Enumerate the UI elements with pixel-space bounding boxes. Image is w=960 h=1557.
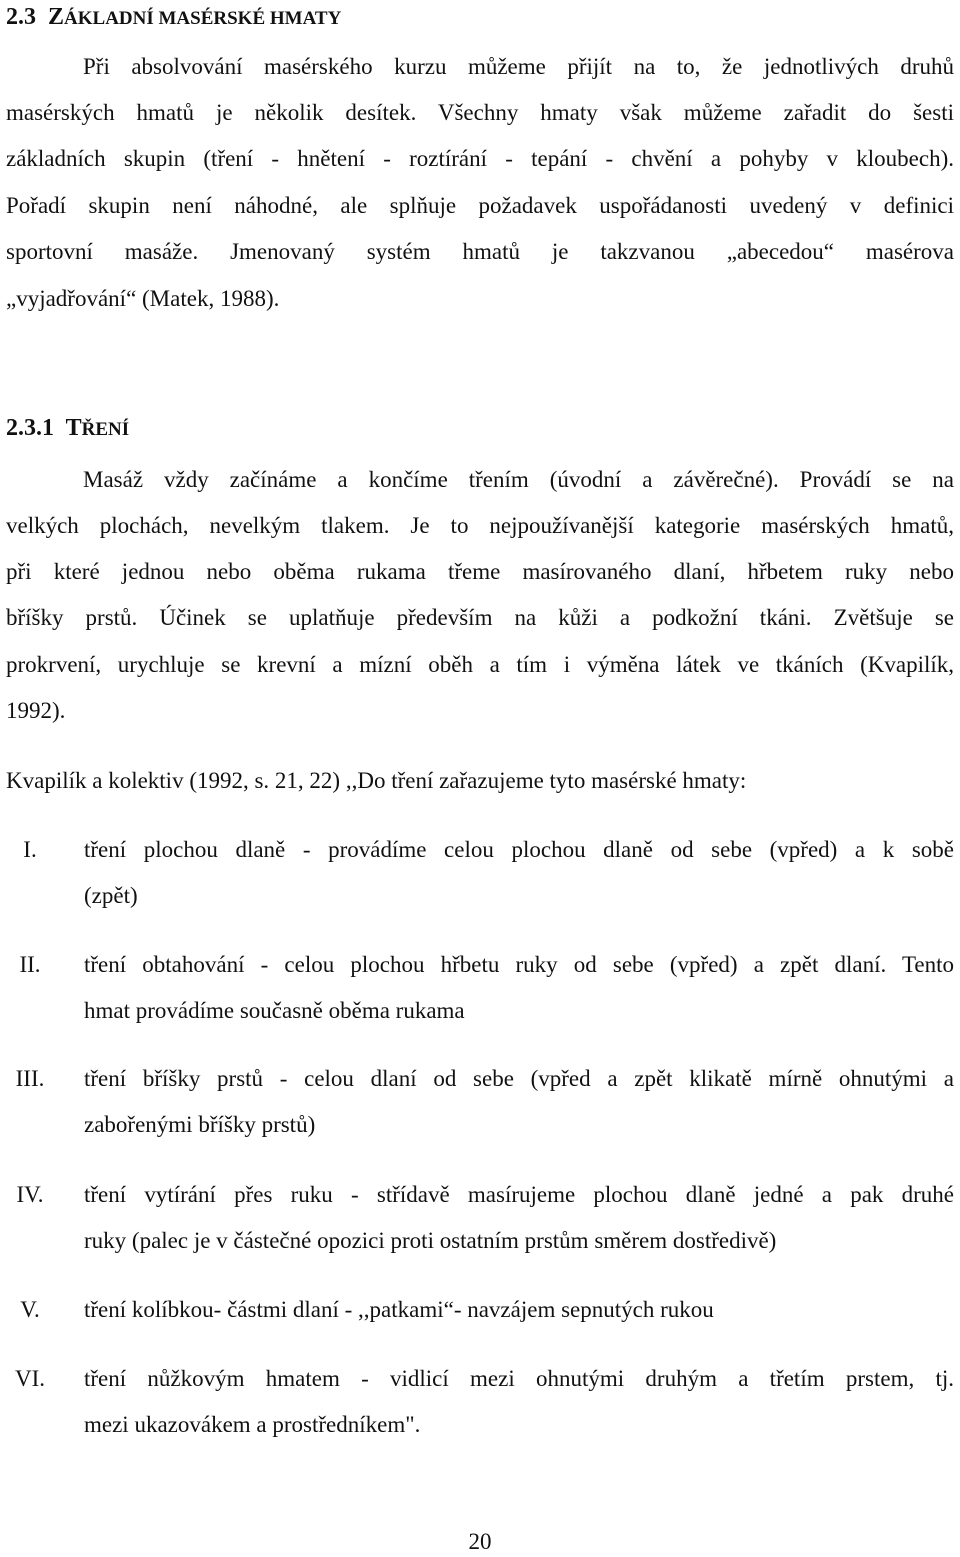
subsection-paragraph-line: Masáž vždy začínáme a končíme třením (úvodní a závěrečné). Provádí se na: [83, 467, 954, 492]
list-item-line: tření nůžkovým hmatem - vidlicí mezi ohnutými druhým a třetím prstem, tj.: [84, 1366, 954, 1391]
list-item-line: hmat provádíme současně oběma rukama: [84, 998, 465, 1023]
subsection-title-rest: ŘENÍ: [81, 419, 130, 440]
section-paragraph-line: masérských hmatů je několik desítek. Všechny hmaty však můžeme zařadit do šesti: [6, 100, 954, 125]
list-item-line: zabořenými bříšky prstů): [84, 1112, 316, 1137]
section-title-rest: ÁKLADNÍ MASÉRSKÉ HMATY: [64, 8, 342, 29]
list-item-line: tření vytírání přes ruku - střídavě masírujeme plochou dlaně jedné a pak druhé: [84, 1182, 954, 1207]
subsection-number: 2.3.1: [6, 415, 54, 441]
subsection-title-initial: T: [65, 415, 82, 441]
list-item-line: mezi ukazovákem a prostředníkem".: [84, 1412, 421, 1437]
section-paragraph-line: sportovní masáže. Jmenovaný systém hmatů je takzvanou „abecedou“ masérova: [6, 239, 954, 264]
subsection-paragraph-line: při které jednou nebo oběma rukama třeme masírovaného dlaní, hřbetem ruky nebo: [6, 559, 954, 584]
list-item-number: II.: [19, 952, 41, 977]
subsection-title: [66, 415, 130, 441]
quote-intro: Kvapilík a kolektiv (1992, s. 21, 22) ,,Do tření zařazujeme tyto masérské hmaty:: [6, 768, 747, 793]
section-paragraph-line: základních skupin (tření - hnětení - roztírání - tepání - chvění a pohyby v kloubech).: [6, 146, 954, 171]
section-paragraph-line: Při absolvování masérského kurzu můžeme přijít na to, že jednotlivých druhů: [83, 54, 954, 79]
list-item-number: VI.: [14, 1366, 46, 1391]
subsection-paragraph-line: velkých plochách, nevelkým tlakem. Je to nejpoužívanější kategorie masérských hmatů,: [6, 513, 954, 538]
list-item-line: tření plochou dlaně - provádíme celou plochou dlaně od sebe (vpřed) a k sobě: [84, 837, 954, 862]
list-item-line: tření bříšky prstů - celou dlaní od sebe (vpřed a zpět klikatě mírně ohnutými a: [84, 1066, 954, 1091]
list-item-number: V.: [20, 1297, 40, 1322]
subsection-paragraph-line: bříšky prstů. Účinek se uplatňuje především na kůži a podkožní tkáni. Zvětšuje se: [6, 605, 954, 630]
section-title-initial: Z: [48, 4, 65, 30]
subsection-paragraph-line: prokrvení, urychluje se krevní a mízní oběh a tím i výměna látek ve tkáních (Kvapilík,: [6, 652, 954, 677]
page-number: 20: [468, 1529, 492, 1554]
section-paragraph-line: Pořadí skupin není náhodné, ale splňuje požadavek uspořádanosti uvedený v definici: [6, 193, 954, 218]
list-item-number: III.: [15, 1066, 45, 1091]
section-paragraph-line: „vyjadřování“ (Matek, 1988).: [6, 286, 280, 311]
section-number: 2.3: [6, 4, 36, 30]
list-item-line: tření kolíbkou- částmi dlaní - ,,patkami“- navzájem sepnutých rukou: [84, 1297, 714, 1322]
list-item-number: I.: [23, 837, 37, 862]
list-item-number: IV.: [16, 1182, 44, 1207]
subsection-paragraph-line: 1992).: [6, 698, 66, 723]
subsection-heading: [6, 413, 954, 445]
list-item-line: tření obtahování - celou plochou hřbetu ruky od sebe (vpřed) a zpět dlaní. Tento: [84, 952, 954, 977]
section-heading: [6, 2, 954, 34]
list-item-line: (zpět): [84, 883, 138, 908]
section-title: [48, 4, 341, 30]
list-item-line: ruky (palec je v částečné opozici proti ostatním prstům směrem dostředivě): [84, 1228, 777, 1253]
